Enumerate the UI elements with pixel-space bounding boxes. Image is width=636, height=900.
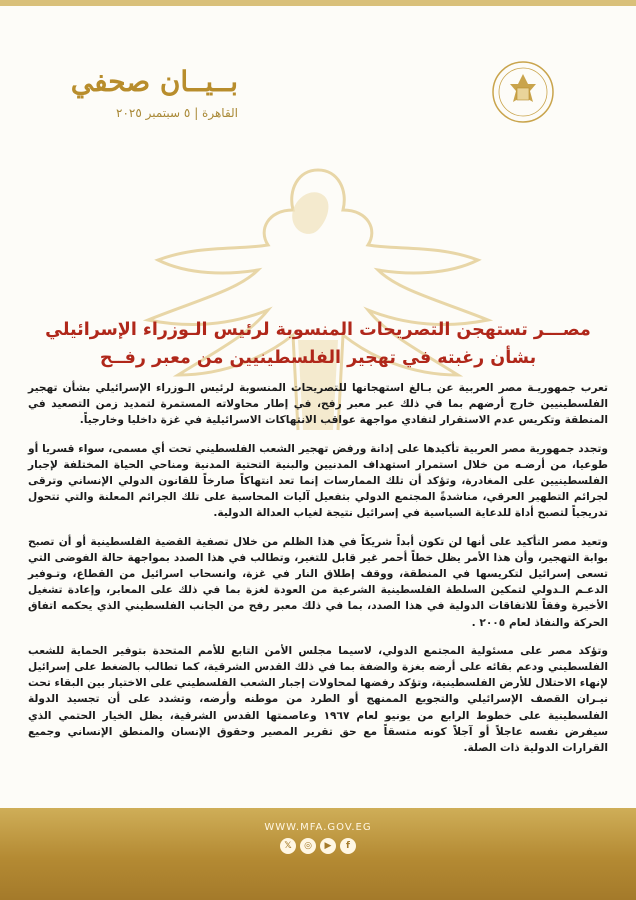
body-paragraph-2: وتجدد جمهورية مصر العربية تأكيدها على إدانة ورفض تهجير الشعب الفلسطيني تحت أي مسمى، سواء قسريا أو طوعيا، من أرضـه من خلال استمرار استهداف المدنيين والبنية التحتية المدنية ومناحي الحياة المختلفة لإجبار الفلسطينيين على المغادرة، وتؤكد أن تلك الممارسات إنما تعد انتهاكاً صارخاً للقانون الدولي الإنساني وترقى لجرائم التطهير العرقي، مناشدةً المجتمع الدولي بتفعيل آليات المحاسبة على تلك الجرائم المعلنة والتي تتحول تدريجياً لتصبح أداة للدعاية السياسية في إسرائيل نتيجة لغياب العدالة الدولية.: [28, 442, 608, 520]
social-links: [0, 838, 636, 854]
footer: [0, 808, 636, 900]
body-paragraph-4: وتؤكد مصر على مسئولية المجتمع الدولي، لاسيما مجلس الأمن التابع للأمم المتحدة بتوفير الحماية للشعب الفلسطيني ودعم بقائه على أرضه بغزة والضفة بما في ذلك القدس الشرقية، كما تطالب بالضغط على إسرائيل لإنهاء الاحتلال للأرض الفلسطينية، وتؤكد رفضها لمحاولات إجبار الشعب الفلسطيني على الاختيار بين البقاء تحت نيـران القصف الإسرائيلي والتجويع الممنهج أو الطرد من موطنه وأرضه، وتشدد على أن تجسيد الدولة الفلسطينية على خطوط الرابع من يونيو لعام ١٩٦٧ وعاصمتها القدس الشرقية، يظل الخيار الحتمي الذي سيفرض نفسه عاجلاً أو آجلاً كونه متسقاً مع حق تقرير المصير وحقوق الإنسان والمنطق الإنساني وجميع القرارات الدولية ذات الصلة.: [28, 644, 609, 755]
x-icon[interactable]: 𝕏: [280, 838, 296, 854]
ministry-logo-icon: [478, 58, 568, 148]
website-link[interactable]: WWW.MFA.GOV.EG: [264, 822, 372, 833]
title-block: [28, 64, 238, 120]
body-paragraph-3: وتعيد مصر التأكيد على أنها لن تكون أبداً شريكاً في هذا الظلم من خلال تصفية القضية الفلسطينية أو أن تصبح بوابة التهجير، وأن هذا الأمر يظل خطاً أحمر غير قابل للتغير، وتطالب في هذا الصدد بمواجهة حالة الفوضى التي تسعى إسرائيل لتكريسها في المنطقة، ووقف إطلاق النار في غزة، وانسحاب اسرائيل من القطاع، وتـوفير الدعـم الـدولي لتمكين السلطة الفلسطينية الشرعية من العودة لغزة بما في ذلك على المعابر، وإعادة تشغيل الأخيرة وفقاً للاتفاقات الدولية في هذا الصدد، بما في ذلك معبر رفح من الجانب الفلسطيني الذي يحكمه اتفاق الحركة والنفاذ لعام ٢٠٠٥ .: [28, 535, 608, 629]
headline: [30, 316, 606, 372]
document-title: بــيــان صحفي: [70, 65, 238, 98]
header: [0, 0, 636, 150]
instagram-icon[interactable]: ◎: [300, 838, 316, 854]
headline-line-1: مصـــر تستهجن التصريحات المنسوبة لرئيس الـوزراء الإسرائيلي: [45, 320, 591, 340]
facebook-icon[interactable]: f: [340, 838, 356, 854]
headline-line-2: بشأن رغبته في تهجير الفلسطينيين من معبر رفــح: [99, 348, 537, 368]
youtube-icon[interactable]: ▶: [320, 838, 336, 854]
document-date: القاهرة | ٥ سبتمبر ٢٠٢٥: [116, 106, 238, 120]
body-paragraph-1: تعرب جمهوريـة مصر العربية عن بـالغ استهجانها للتصريحات المنسوبة لرئيس الـوزراء الإسرائيلي بشأن تهجير الفلسطينيين خارج أرضهم بما في ذلك عبر معبر رفح، في إطار محاولاته المستمرة لتمديد زمن التصعيد في المنطقة وتكريس عدم الاستقرار لتفادي مواجهة عواقب الانتهاكات الاسرائيلية في غزة داخليا وخارجياً.: [28, 382, 608, 427]
body-text: [28, 380, 608, 768]
